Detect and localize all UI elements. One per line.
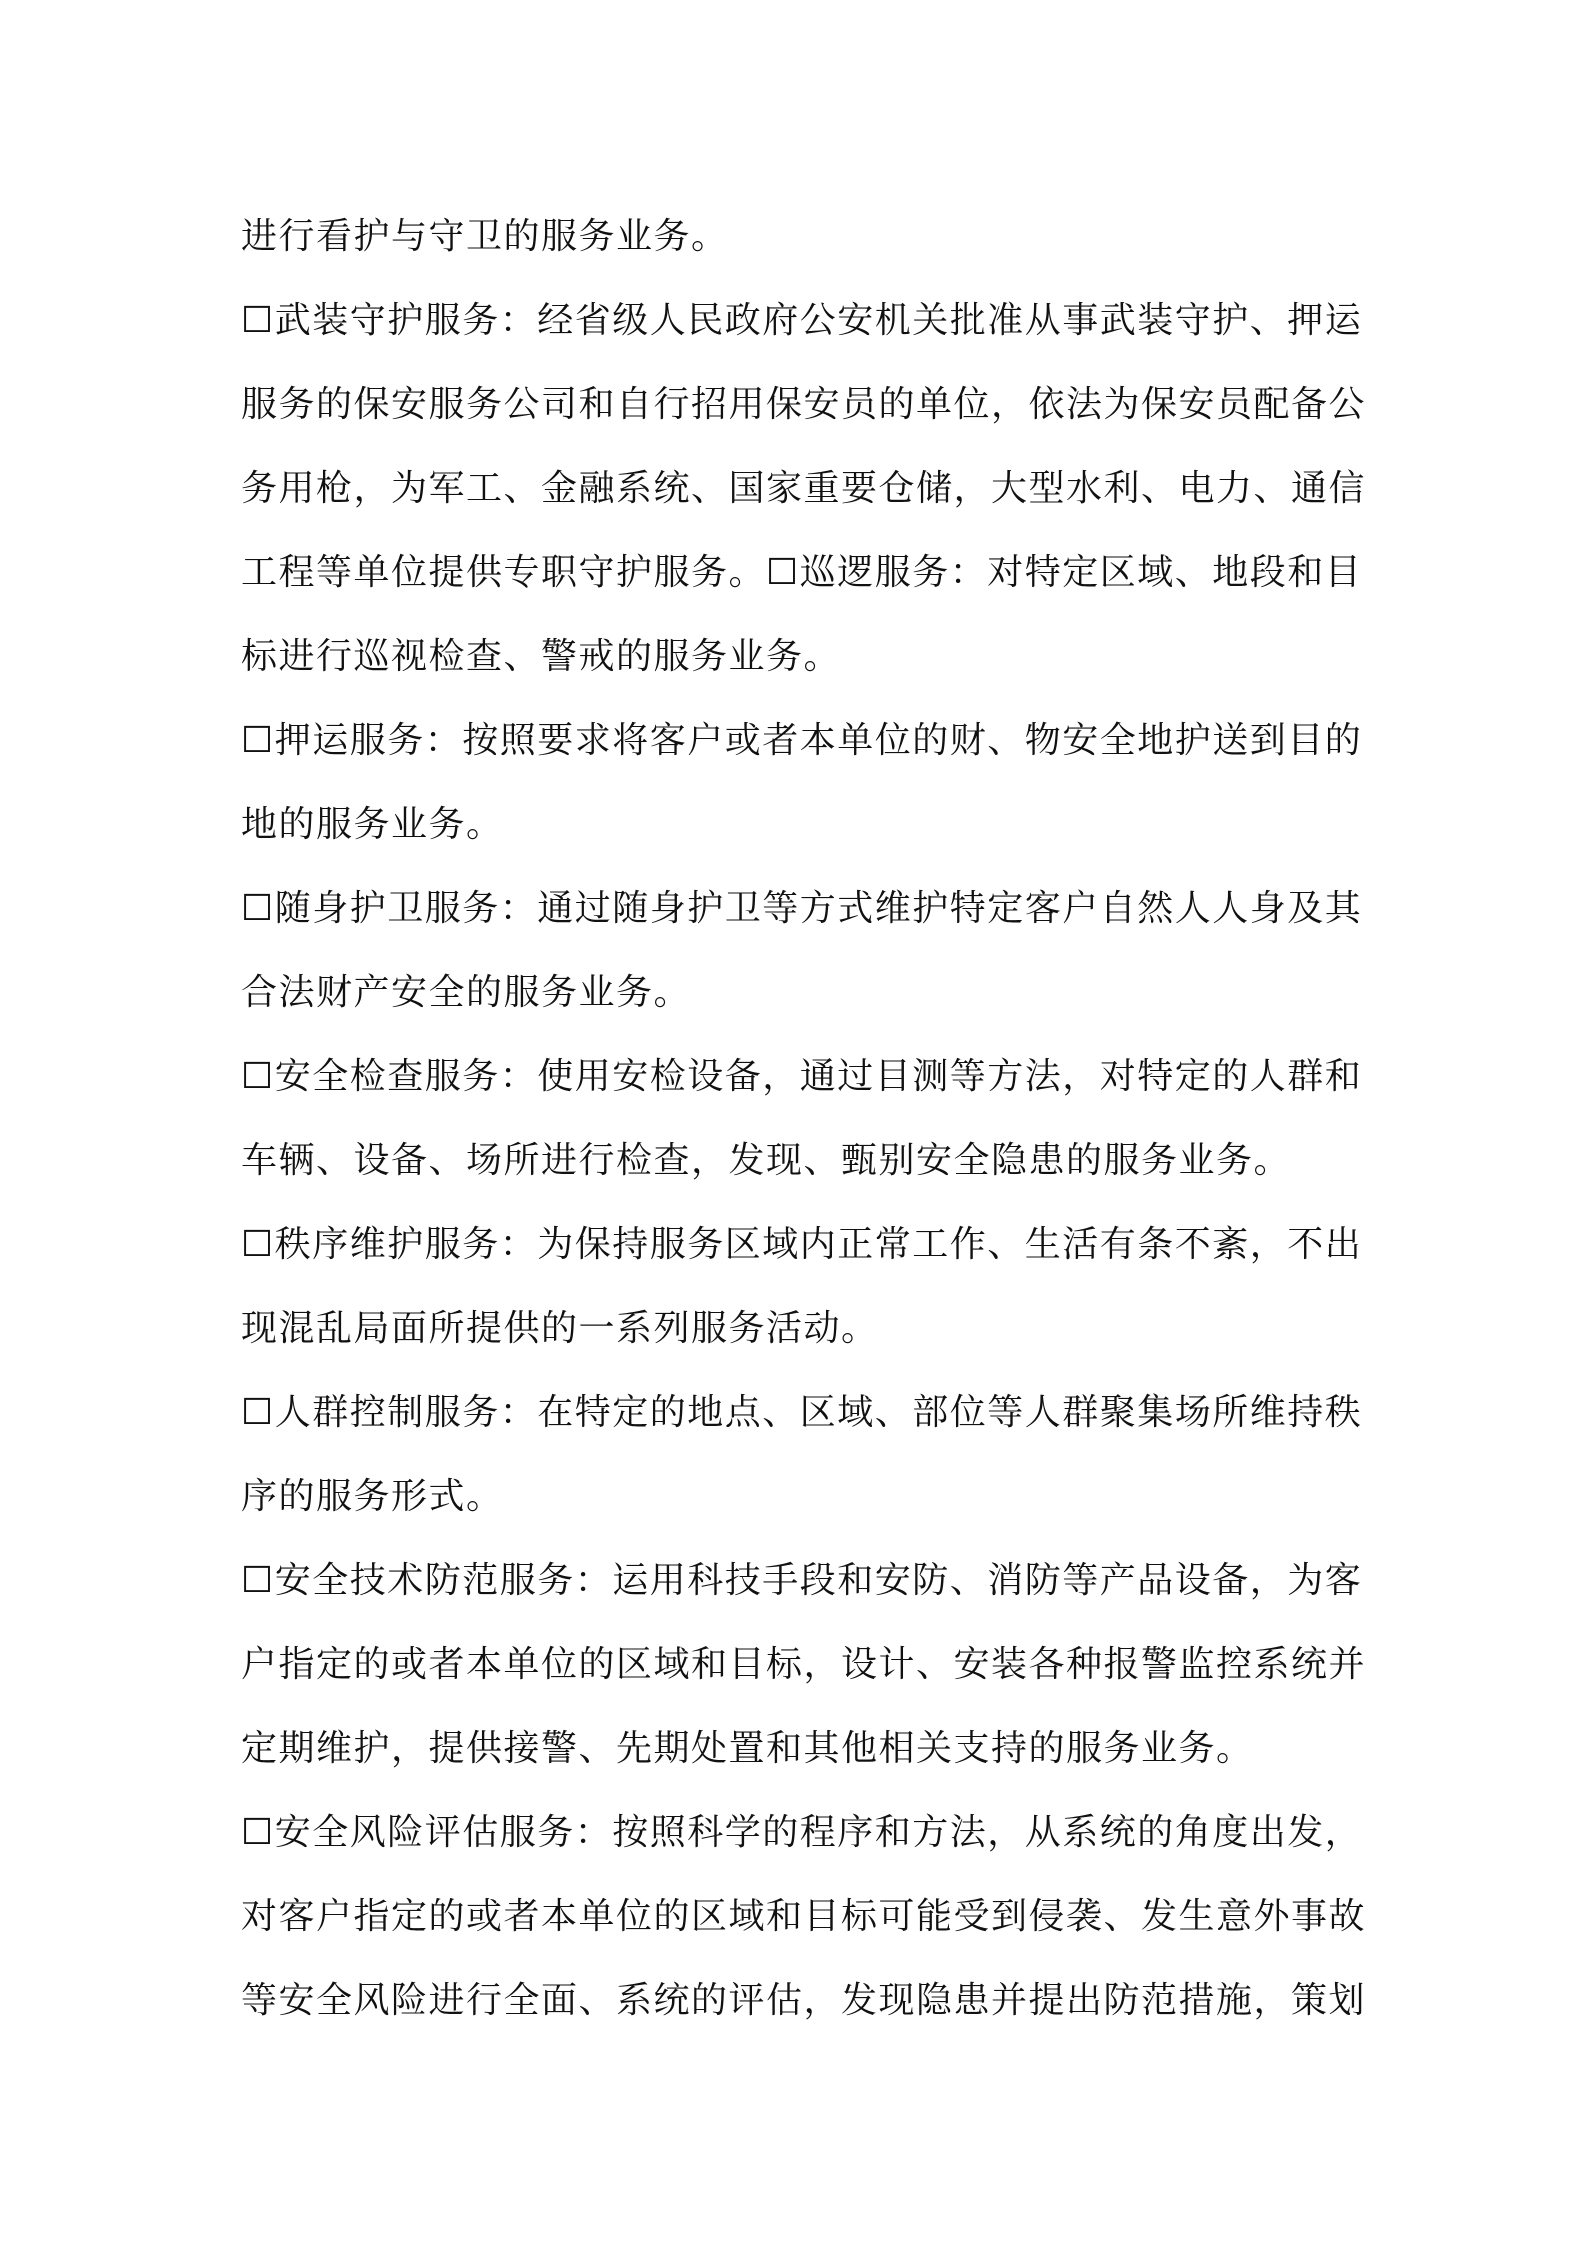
- text-line: 定期维护，提供接警、先期处置和其他相关支持的服务业务。: [241, 1728, 1254, 1769]
- text-line: 合法财产安全的服务业务。: [241, 972, 692, 1013]
- text-line: 标进行巡视检查、警戒的服务业务。: [241, 636, 842, 677]
- text-line: ☐人群控制服务：在特定的地点、区域、部位等人群聚集场所维持秩: [241, 1392, 1363, 1433]
- document-body: [241, 195, 1367, 2043]
- text-line: 序的服务形式。: [241, 1476, 504, 1517]
- text-line: 车辆、设备、场所进行检查，发现、甄别安全隐患的服务业务。: [241, 1140, 1292, 1181]
- text-line: 现混乱局面所提供的一系列服务活动。: [241, 1308, 879, 1349]
- text-line: ☐武装守护服务：经省级人民政府公安机关批准从事武装守护、押运: [241, 300, 1363, 341]
- text-line: 对客户指定的或者本单位的区域和目标可能受到侵袭、发生意外事故: [241, 1896, 1367, 1937]
- text-line: ☐安全技术防范服务：运用科技手段和安防、消防等产品设备，为客: [241, 1560, 1363, 1601]
- text-line: ☐押运服务：按照要求将客户或者本单位的财、物安全地护送到目的: [241, 720, 1363, 761]
- text-line: 服务的保安服务公司和自行招用保安员的单位，依法为保安员配备公: [241, 384, 1367, 425]
- text-line: 地的服务业务。: [241, 804, 504, 845]
- text-line: 务用枪，为军工、金融系统、国家重要仓储，大型水利、电力、通信: [241, 468, 1367, 509]
- text-line: 等安全风险进行全面、系统的评估，发现隐患并提出防范措施，策划: [241, 1980, 1367, 2021]
- text-line: ☐安全检查服务：使用安检设备，通过目测等方法，对特定的人群和: [241, 1056, 1363, 1097]
- text-line: 工程等单位提供专职守护服务。☐巡逻服务：对特定区域、地段和目: [241, 552, 1363, 593]
- text-line: ☐安全风险评估服务：按照科学的程序和方法，从系统的角度出发，: [241, 1812, 1363, 1853]
- text-line: ☐秩序维护服务：为保持服务区域内正常工作、生活有条不紊，不出: [241, 1224, 1363, 1265]
- text-line: 户指定的或者本单位的区域和目标，设计、安装各种报警监控系统并: [241, 1644, 1367, 1685]
- text-line: ☐随身护卫服务：通过随身护卫等方式维护特定客户自然人人身及其: [241, 888, 1363, 929]
- text-line: 进行看护与守卫的服务业务。: [241, 216, 729, 257]
